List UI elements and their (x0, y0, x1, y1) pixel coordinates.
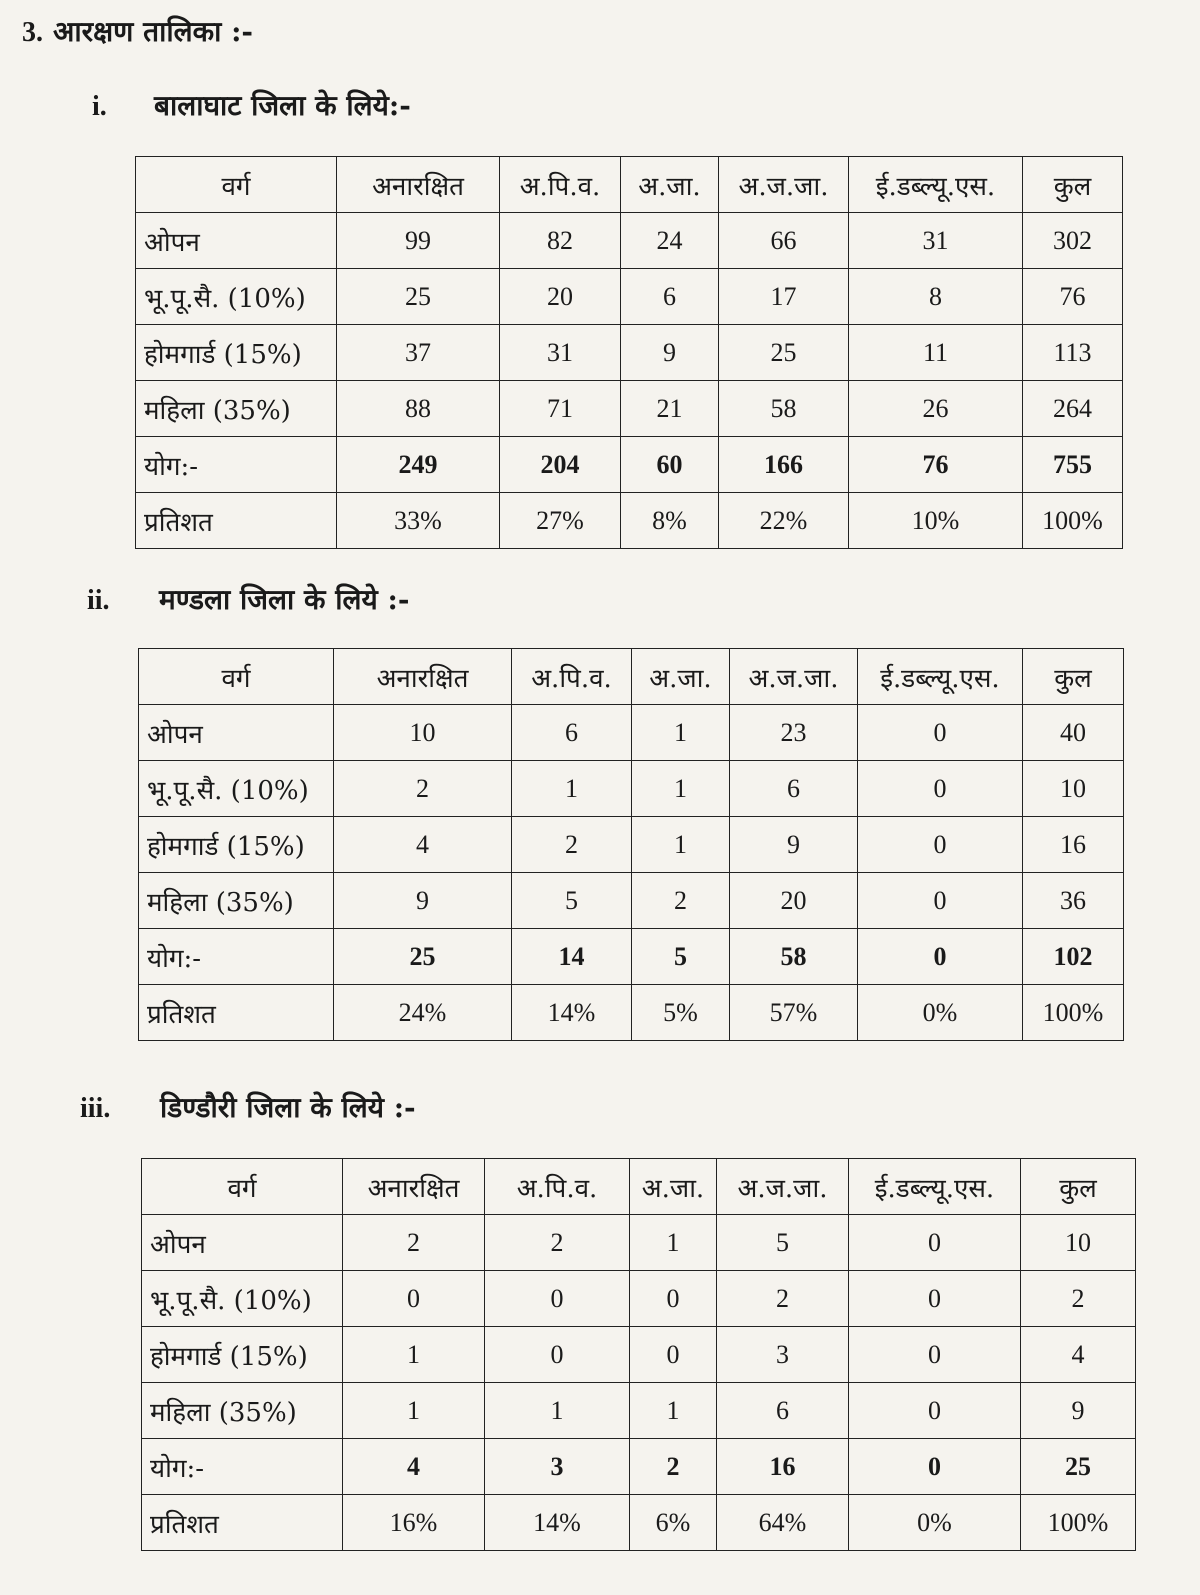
table-cell: 10 (1023, 761, 1124, 817)
row-label: भू.पू.सै. (10%) (136, 269, 337, 325)
column-header: वर्ग (136, 157, 337, 213)
table-row (136, 213, 1123, 269)
table-cell: 1 (630, 1215, 717, 1271)
table-header-row (136, 157, 1123, 213)
table-cell: 36 (1023, 873, 1124, 929)
table-cell: 2 (717, 1271, 849, 1327)
table-cell: 25 (719, 325, 849, 381)
table-cell: 2 (512, 817, 632, 873)
row-label: ओपन (139, 705, 334, 761)
row-label: प्रतिशत (136, 493, 337, 549)
table-cell: 0% (858, 985, 1023, 1041)
table-cell: 2 (630, 1439, 717, 1495)
row-label: भू.पू.सै. (10%) (142, 1271, 343, 1327)
table-cell: 9 (1021, 1383, 1136, 1439)
section-heading-mandla (87, 580, 409, 618)
table-cell: 37 (337, 325, 500, 381)
table-cell: 40 (1023, 705, 1124, 761)
table-cell: 2 (1021, 1271, 1136, 1327)
table-row (139, 929, 1124, 985)
table-row (142, 1215, 1136, 1271)
table-row (142, 1383, 1136, 1439)
row-label: महिला (35%) (139, 873, 334, 929)
table-cell: 204 (500, 437, 621, 493)
table-cell: 6 (621, 269, 719, 325)
table-cell: 23 (730, 705, 858, 761)
table-cell: 25 (337, 269, 500, 325)
table-cell: 76 (849, 437, 1023, 493)
table-cell: 8% (621, 493, 719, 549)
table-cell: 0 (849, 1327, 1021, 1383)
table-cell: 5% (632, 985, 730, 1041)
row-label: योग:- (139, 929, 334, 985)
table-cell: 1 (630, 1383, 717, 1439)
row-label: होमगार्ड (15%) (142, 1327, 343, 1383)
column-header: अनारक्षित (343, 1159, 485, 1215)
table-cell: 2 (485, 1215, 630, 1271)
table-cell: 166 (719, 437, 849, 493)
table-cell: 76 (1023, 269, 1123, 325)
table-cell: 88 (337, 381, 500, 437)
table-row (139, 817, 1124, 873)
table-cell: 17 (719, 269, 849, 325)
table-cell: 82 (500, 213, 621, 269)
table-row (136, 381, 1123, 437)
table-cell: 0% (849, 1495, 1021, 1551)
table-cell: 10 (334, 705, 512, 761)
table-cell: 21 (621, 381, 719, 437)
table-cell: 0 (485, 1271, 630, 1327)
table-cell: 1 (632, 817, 730, 873)
row-label: ओपन (136, 213, 337, 269)
table-cell: 22% (719, 493, 849, 549)
column-header: अ.ज.जा. (717, 1159, 849, 1215)
table-cell: 113 (1023, 325, 1123, 381)
table-cell: 16 (1023, 817, 1124, 873)
table-cell: 16 (717, 1439, 849, 1495)
table-cell: 0 (858, 929, 1023, 985)
table-cell: 58 (719, 381, 849, 437)
table-cell: 0 (630, 1327, 717, 1383)
table-cell: 264 (1023, 381, 1123, 437)
table-cell: 6 (730, 761, 858, 817)
section-heading-balaghat (92, 86, 411, 124)
table-cell: 27% (500, 493, 621, 549)
table-cell: 66 (719, 213, 849, 269)
column-header: अ.ज.जा. (730, 649, 858, 705)
table-cell: 2 (334, 761, 512, 817)
table-cell: 0 (849, 1439, 1021, 1495)
column-header: अ.जा. (630, 1159, 717, 1215)
row-label: भू.पू.सै. (10%) (139, 761, 334, 817)
table-row (136, 325, 1123, 381)
table-cell: 0 (343, 1271, 485, 1327)
reservation-table-balaghat (135, 156, 1123, 549)
column-header: अ.पि.व. (485, 1159, 630, 1215)
column-header: कुल (1021, 1159, 1136, 1215)
heading-number: 3. (22, 17, 43, 48)
column-header: अ.पि.व. (512, 649, 632, 705)
table-row (139, 873, 1124, 929)
table-cell: 6 (717, 1383, 849, 1439)
table-cell: 31 (500, 325, 621, 381)
table-cell: 1 (343, 1327, 485, 1383)
table-row (142, 1495, 1136, 1551)
table-cell: 0 (858, 705, 1023, 761)
table-cell: 0 (858, 817, 1023, 873)
table-cell: 24 (621, 213, 719, 269)
table-cell: 25 (1021, 1439, 1136, 1495)
main-heading (22, 12, 253, 50)
table-cell: 10% (849, 493, 1023, 549)
table-cell: 9 (334, 873, 512, 929)
column-header: ई.डब्ल्यू.एस. (849, 1159, 1021, 1215)
table-row (142, 1271, 1136, 1327)
table-cell: 302 (1023, 213, 1123, 269)
table-cell: 60 (621, 437, 719, 493)
column-header: कुल (1023, 157, 1123, 213)
table-cell: 5 (632, 929, 730, 985)
table-cell: 0 (858, 761, 1023, 817)
table-cell: 1 (632, 705, 730, 761)
row-label: महिला (35%) (136, 381, 337, 437)
table-cell: 3 (485, 1439, 630, 1495)
table-cell: 6 (512, 705, 632, 761)
table-cell: 8 (849, 269, 1023, 325)
table-cell: 58 (730, 929, 858, 985)
table-cell: 5 (717, 1215, 849, 1271)
table-cell: 2 (343, 1215, 485, 1271)
table-cell: 25 (334, 929, 512, 985)
section-heading-dindori (80, 1088, 416, 1126)
table-row (139, 985, 1124, 1041)
table-cell: 14 (512, 929, 632, 985)
column-header: अनारक्षित (337, 157, 500, 213)
row-label: ओपन (142, 1215, 343, 1271)
table-cell: 100% (1023, 493, 1123, 549)
table-cell: 100% (1023, 985, 1124, 1041)
table-cell: 99 (337, 213, 500, 269)
table-row (136, 437, 1123, 493)
table-row (136, 493, 1123, 549)
table-cell: 2 (632, 873, 730, 929)
column-header: अनारक्षित (334, 649, 512, 705)
row-label: महिला (35%) (142, 1383, 343, 1439)
table-row (142, 1439, 1136, 1495)
row-label: प्रतिशत (139, 985, 334, 1041)
column-header: अ.जा. (632, 649, 730, 705)
table-cell: 24% (334, 985, 512, 1041)
table-header-row (142, 1159, 1136, 1215)
section-title: बालाघाट जिला के लिये:- (154, 89, 411, 122)
table-cell: 16% (343, 1495, 485, 1551)
heading-title: आरक्षण तालिका :- (53, 15, 254, 48)
section-roman: ii. (87, 585, 110, 616)
row-label: योग:- (142, 1439, 343, 1495)
column-header: ई.डब्ल्यू.एस. (858, 649, 1023, 705)
column-header: ई.डब्ल्यू.एस. (849, 157, 1023, 213)
table-row (139, 761, 1124, 817)
table-cell: 14% (485, 1495, 630, 1551)
row-label: योग:- (136, 437, 337, 493)
section-title: डिण्डौरी जिला के लिये :- (160, 1091, 416, 1124)
section-roman: iii. (80, 1093, 111, 1124)
table-cell: 0 (849, 1383, 1021, 1439)
table-row (139, 705, 1124, 761)
table-cell: 31 (849, 213, 1023, 269)
table-cell: 100% (1021, 1495, 1136, 1551)
table-header-row (139, 649, 1124, 705)
table-cell: 249 (337, 437, 500, 493)
table-cell: 0 (858, 873, 1023, 929)
table-cell: 10 (1021, 1215, 1136, 1271)
table-cell: 20 (730, 873, 858, 929)
table-cell: 0 (849, 1271, 1021, 1327)
column-header: कुल (1023, 649, 1124, 705)
table-row (136, 269, 1123, 325)
table-cell: 71 (500, 381, 621, 437)
column-header: अ.जा. (621, 157, 719, 213)
section-title: मण्डला जिला के लिये :- (159, 583, 410, 616)
reservation-table-dindori (141, 1158, 1136, 1551)
table-cell: 11 (849, 325, 1023, 381)
reservation-table-mandla (138, 648, 1124, 1041)
table-cell: 5 (512, 873, 632, 929)
table-cell: 33% (337, 493, 500, 549)
table-cell: 102 (1023, 929, 1124, 985)
table-cell: 4 (1021, 1327, 1136, 1383)
table-cell: 9 (730, 817, 858, 873)
table-cell: 9 (621, 325, 719, 381)
table-cell: 4 (334, 817, 512, 873)
table-cell: 26 (849, 381, 1023, 437)
table-cell: 0 (849, 1215, 1021, 1271)
table-cell: 0 (485, 1327, 630, 1383)
table-cell: 0 (630, 1271, 717, 1327)
row-label: होमगार्ड (15%) (136, 325, 337, 381)
table-cell: 14% (512, 985, 632, 1041)
table-cell: 57% (730, 985, 858, 1041)
column-header: वर्ग (139, 649, 334, 705)
table-cell: 1 (632, 761, 730, 817)
table-cell: 755 (1023, 437, 1123, 493)
row-label: प्रतिशत (142, 1495, 343, 1551)
section-roman: i. (92, 91, 107, 122)
table-cell: 4 (343, 1439, 485, 1495)
table-cell: 1 (485, 1383, 630, 1439)
table-cell: 1 (512, 761, 632, 817)
table-cell: 6% (630, 1495, 717, 1551)
column-header: अ.पि.व. (500, 157, 621, 213)
table-cell: 1 (343, 1383, 485, 1439)
table-row (142, 1327, 1136, 1383)
column-header: अ.ज.जा. (719, 157, 849, 213)
table-cell: 20 (500, 269, 621, 325)
table-cell: 64% (717, 1495, 849, 1551)
table-cell: 3 (717, 1327, 849, 1383)
column-header: वर्ग (142, 1159, 343, 1215)
row-label: होमगार्ड (15%) (139, 817, 334, 873)
